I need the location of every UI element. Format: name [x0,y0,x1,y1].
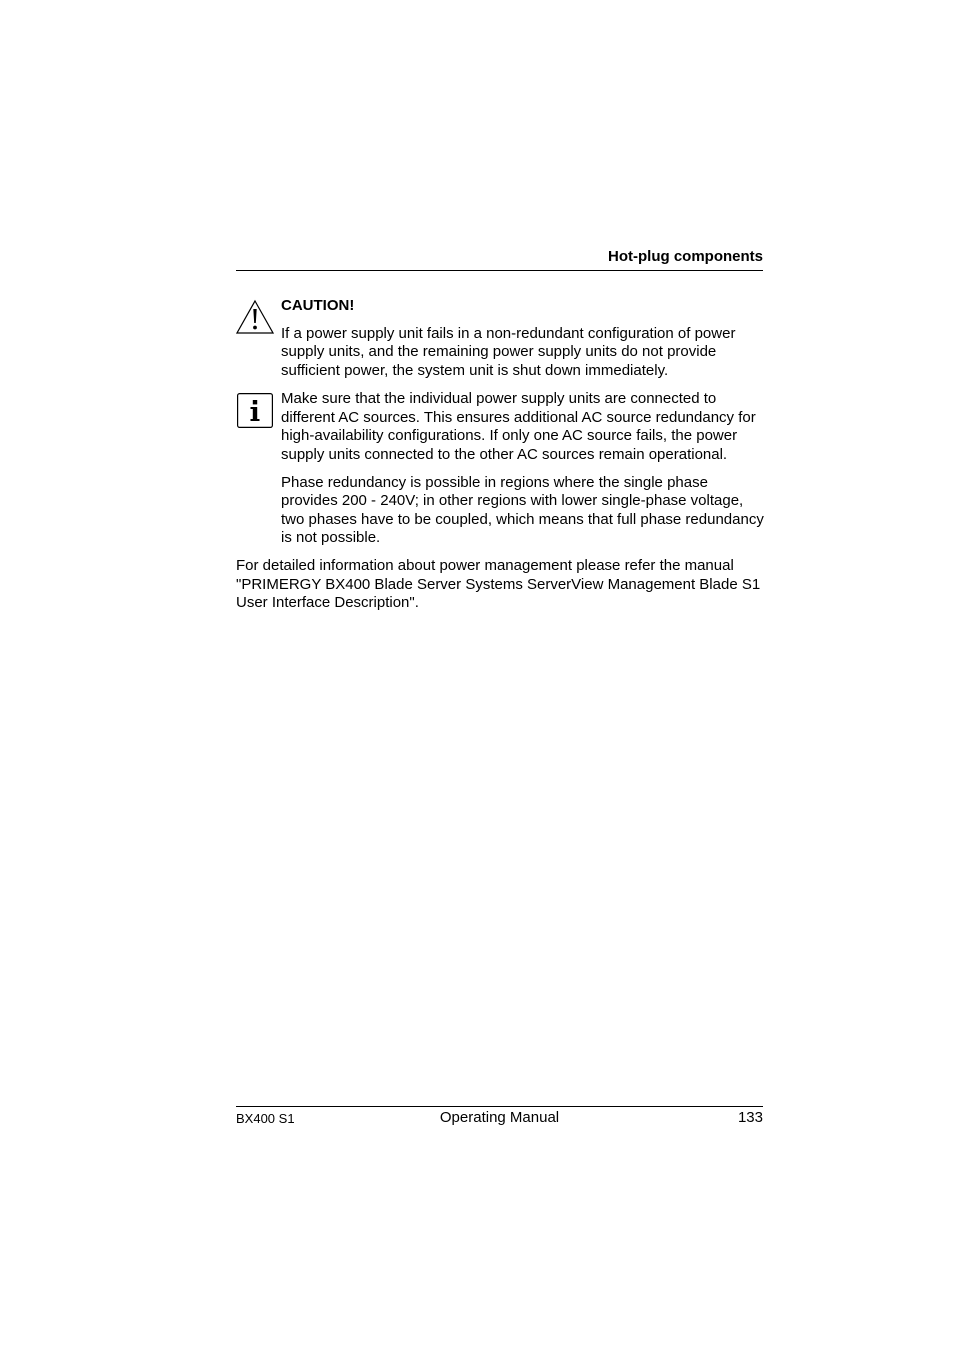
footer-product: BX400 S1 [236,1111,295,1126]
info-icon [237,393,273,428]
section-title: Hot-plug components [608,248,763,265]
caution-note [281,297,766,390]
caution-text: If a power supply unit fails in a non-redundant configuration of power supply units, and the remaining power supply units do not provide sufficient power, the system unit is shut down immediately. [281,324,736,379]
footer-manual-title: Operating Manual [439,1109,560,1126]
body-paragraph: For detailed information about power management please refer the manual "PRIMERGY BX400 Blade Server Systems ServerView Management Blade S1 User Interface Description". [236,557,761,611]
header-rule [236,270,763,271]
caution-heading: CAUTION! [281,297,355,314]
page-number: 133 [737,1109,763,1126]
warning-triangle-icon [236,299,274,335]
footer-rule [236,1106,763,1107]
info-note [281,390,766,557]
info-paragraph: Make sure that the individual power supply units are connected to different AC sources. This ensures additional AC source redundancy for high-availability configurations. If only one AC source fails, the power supply units connected to the other AC sources remain operational. [281,390,756,463]
info-paragraph: Phase redundancy is possible in regions where the single phase provides 200 - 240V; in other regions with lower single-phase voltage, two phases have to be coupled, which means that full phase redundancy is not possible. [281,473,764,546]
